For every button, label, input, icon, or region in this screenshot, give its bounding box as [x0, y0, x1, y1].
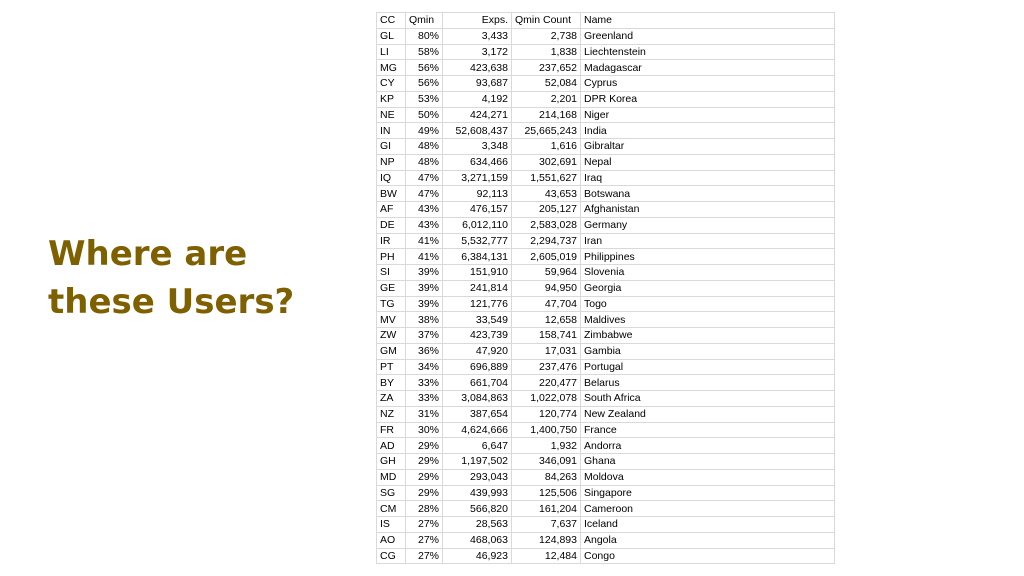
cell-name: Gambia — [581, 343, 835, 359]
table-row — [377, 170, 835, 186]
table-row — [377, 391, 835, 407]
cell-exps: 634,466 — [443, 154, 512, 170]
cell-cc: CG — [377, 548, 406, 564]
cell-qmin: 39% — [406, 280, 443, 296]
cell-qmin-count: 12,484 — [512, 548, 581, 564]
table-row — [377, 532, 835, 548]
cell-cc: IS — [377, 517, 406, 533]
cell-name: DPR Korea — [581, 91, 835, 107]
table-row — [377, 60, 835, 76]
cell-qmin: 36% — [406, 343, 443, 359]
cell-name: Cyprus — [581, 76, 835, 92]
cell-qmin-count: 2,583,028 — [512, 217, 581, 233]
cell-exps: 5,532,777 — [443, 233, 512, 249]
cell-qmin-count: 2,294,737 — [512, 233, 581, 249]
cell-name: Iran — [581, 233, 835, 249]
cell-qmin: 56% — [406, 76, 443, 92]
users-by-country-table — [376, 12, 835, 564]
cell-cc: MV — [377, 312, 406, 328]
cell-cc: LI — [377, 44, 406, 60]
cell-cc: FR — [377, 422, 406, 438]
cell-qmin-count: 1,022,078 — [512, 391, 581, 407]
cell-qmin-count: 52,084 — [512, 76, 581, 92]
cell-qmin-count: 302,691 — [512, 154, 581, 170]
cell-qmin-count: 237,476 — [512, 359, 581, 375]
cell-name: Nepal — [581, 154, 835, 170]
cell-qmin-count: 47,704 — [512, 296, 581, 312]
cell-qmin-count: 1,838 — [512, 44, 581, 60]
cell-exps: 439,993 — [443, 485, 512, 501]
cell-qmin-count: 59,964 — [512, 265, 581, 281]
table-row — [377, 280, 835, 296]
cell-cc: BW — [377, 186, 406, 202]
cell-qmin: 31% — [406, 406, 443, 422]
table-row — [377, 139, 835, 155]
cell-qmin-count: 43,653 — [512, 186, 581, 202]
cell-name: Belarus — [581, 375, 835, 391]
header-name: Name — [581, 13, 835, 29]
cell-cc: MG — [377, 60, 406, 76]
cell-name: Togo — [581, 296, 835, 312]
cell-cc: IQ — [377, 170, 406, 186]
cell-cc: PT — [377, 359, 406, 375]
table-row — [377, 249, 835, 265]
cell-name: Maldives — [581, 312, 835, 328]
header-qmin-count: Qmin Count — [512, 13, 581, 29]
cell-qmin-count: 1,551,627 — [512, 170, 581, 186]
table-row — [377, 123, 835, 139]
cell-exps: 3,348 — [443, 139, 512, 155]
cell-exps: 423,638 — [443, 60, 512, 76]
cell-cc: ZW — [377, 328, 406, 344]
cell-name: Moldova — [581, 469, 835, 485]
cell-qmin: 27% — [406, 548, 443, 564]
cell-name: Cameroon — [581, 501, 835, 517]
cell-qmin-count: 84,263 — [512, 469, 581, 485]
cell-qmin-count: 346,091 — [512, 454, 581, 470]
cell-name: Iceland — [581, 517, 835, 533]
cell-qmin-count: 158,741 — [512, 328, 581, 344]
cell-qmin: 38% — [406, 312, 443, 328]
cell-cc: MD — [377, 469, 406, 485]
cell-name: Germany — [581, 217, 835, 233]
cell-exps: 423,739 — [443, 328, 512, 344]
table-header-row — [377, 13, 835, 29]
cell-qmin-count: 161,204 — [512, 501, 581, 517]
cell-qmin-count: 1,400,750 — [512, 422, 581, 438]
cell-cc: TG — [377, 296, 406, 312]
cell-qmin: 43% — [406, 217, 443, 233]
cell-qmin: 33% — [406, 375, 443, 391]
cell-name: Liechtenstein — [581, 44, 835, 60]
table-row — [377, 485, 835, 501]
cell-cc: GE — [377, 280, 406, 296]
cell-name: Andorra — [581, 438, 835, 454]
cell-exps: 468,063 — [443, 532, 512, 548]
cell-qmin: 29% — [406, 485, 443, 501]
cell-qmin: 29% — [406, 438, 443, 454]
cell-cc: AD — [377, 438, 406, 454]
cell-qmin-count: 125,506 — [512, 485, 581, 501]
cell-qmin-count: 1,616 — [512, 139, 581, 155]
table-row — [377, 202, 835, 218]
cell-exps: 46,923 — [443, 548, 512, 564]
table-row — [377, 438, 835, 454]
table-row — [377, 107, 835, 123]
cell-name: Zimbabwe — [581, 328, 835, 344]
slide-title-line-1: Where are — [48, 234, 248, 274]
cell-qmin: 30% — [406, 422, 443, 438]
cell-qmin: 53% — [406, 91, 443, 107]
cell-exps: 6,012,110 — [443, 217, 512, 233]
cell-cc: SG — [377, 485, 406, 501]
table-row — [377, 186, 835, 202]
cell-exps: 3,433 — [443, 28, 512, 44]
cell-qmin: 27% — [406, 517, 443, 533]
table-row — [377, 44, 835, 60]
cell-exps: 661,704 — [443, 375, 512, 391]
cell-exps: 3,271,159 — [443, 170, 512, 186]
table-row — [377, 28, 835, 44]
cell-name: Iraq — [581, 170, 835, 186]
table-row — [377, 501, 835, 517]
cell-qmin: 34% — [406, 359, 443, 375]
cell-exps: 566,820 — [443, 501, 512, 517]
table-row — [377, 233, 835, 249]
header-qmin: Qmin — [406, 13, 443, 29]
cell-name: Greenland — [581, 28, 835, 44]
cell-qmin: 39% — [406, 296, 443, 312]
cell-qmin-count: 7,637 — [512, 517, 581, 533]
cell-exps: 3,084,863 — [443, 391, 512, 407]
cell-qmin: 41% — [406, 233, 443, 249]
slide-title — [48, 230, 348, 326]
cell-exps: 293,043 — [443, 469, 512, 485]
cell-name: Georgia — [581, 280, 835, 296]
cell-cc: BY — [377, 375, 406, 391]
cell-qmin: 29% — [406, 469, 443, 485]
cell-cc: KP — [377, 91, 406, 107]
cell-name: Afghanistan — [581, 202, 835, 218]
cell-exps: 121,776 — [443, 296, 512, 312]
cell-qmin-count: 1,932 — [512, 438, 581, 454]
cell-cc: CY — [377, 76, 406, 92]
table-row — [377, 406, 835, 422]
cell-qmin: 49% — [406, 123, 443, 139]
cell-name: New Zealand — [581, 406, 835, 422]
table-body — [377, 28, 835, 564]
cell-qmin-count: 12,658 — [512, 312, 581, 328]
cell-exps: 4,192 — [443, 91, 512, 107]
table-row — [377, 154, 835, 170]
table-row — [377, 548, 835, 564]
cell-qmin: 47% — [406, 186, 443, 202]
cell-cc: SI — [377, 265, 406, 281]
cell-cc: GM — [377, 343, 406, 359]
cell-qmin: 29% — [406, 454, 443, 470]
cell-cc: CM — [377, 501, 406, 517]
table-row — [377, 296, 835, 312]
cell-exps: 387,654 — [443, 406, 512, 422]
cell-cc: IR — [377, 233, 406, 249]
cell-exps: 241,814 — [443, 280, 512, 296]
table-row — [377, 454, 835, 470]
cell-exps: 47,920 — [443, 343, 512, 359]
cell-qmin: 28% — [406, 501, 443, 517]
cell-name: France — [581, 422, 835, 438]
cell-qmin-count: 237,652 — [512, 60, 581, 76]
table-row — [377, 343, 835, 359]
cell-exps: 28,563 — [443, 517, 512, 533]
cell-name: India — [581, 123, 835, 139]
cell-name: Gibraltar — [581, 139, 835, 155]
cell-cc: PH — [377, 249, 406, 265]
cell-qmin-count: 2,605,019 — [512, 249, 581, 265]
cell-exps: 151,910 — [443, 265, 512, 281]
cell-name: Botswana — [581, 186, 835, 202]
cell-qmin: 39% — [406, 265, 443, 281]
table-row — [377, 91, 835, 107]
table-row — [377, 76, 835, 92]
cell-exps: 424,271 — [443, 107, 512, 123]
table-row — [377, 359, 835, 375]
cell-exps: 6,384,131 — [443, 249, 512, 265]
cell-qmin-count: 17,031 — [512, 343, 581, 359]
cell-cc: NZ — [377, 406, 406, 422]
cell-cc: AF — [377, 202, 406, 218]
cell-cc: IN — [377, 123, 406, 139]
cell-qmin: 47% — [406, 170, 443, 186]
cell-exps: 476,157 — [443, 202, 512, 218]
cell-exps: 3,172 — [443, 44, 512, 60]
cell-name: Niger — [581, 107, 835, 123]
cell-qmin-count: 220,477 — [512, 375, 581, 391]
table-row — [377, 265, 835, 281]
cell-cc: GI — [377, 139, 406, 155]
table-row — [377, 422, 835, 438]
cell-qmin-count: 214,168 — [512, 107, 581, 123]
cell-cc: DE — [377, 217, 406, 233]
cell-qmin-count: 2,201 — [512, 91, 581, 107]
cell-qmin-count: 124,893 — [512, 532, 581, 548]
table-row — [377, 312, 835, 328]
header-cc: CC — [377, 13, 406, 29]
cell-exps: 4,624,666 — [443, 422, 512, 438]
slide-title-line-2: these Users? — [48, 282, 295, 322]
cell-cc: ZA — [377, 391, 406, 407]
cell-exps: 93,687 — [443, 76, 512, 92]
header-exps: Exps. — [443, 13, 512, 29]
cell-qmin-count: 25,665,243 — [512, 123, 581, 139]
cell-qmin-count: 94,950 — [512, 280, 581, 296]
cell-cc: NE — [377, 107, 406, 123]
cell-qmin: 41% — [406, 249, 443, 265]
cell-qmin-count: 2,738 — [512, 28, 581, 44]
cell-qmin: 80% — [406, 28, 443, 44]
cell-qmin: 56% — [406, 60, 443, 76]
cell-qmin: 37% — [406, 328, 443, 344]
cell-qmin: 48% — [406, 154, 443, 170]
cell-exps: 696,889 — [443, 359, 512, 375]
table-row — [377, 469, 835, 485]
cell-cc: GH — [377, 454, 406, 470]
cell-exps: 92,113 — [443, 186, 512, 202]
table-row — [377, 217, 835, 233]
cell-name: Congo — [581, 548, 835, 564]
cell-qmin: 48% — [406, 139, 443, 155]
table-row — [377, 375, 835, 391]
cell-name: Angola — [581, 532, 835, 548]
cell-exps: 33,549 — [443, 312, 512, 328]
cell-qmin: 58% — [406, 44, 443, 60]
cell-name: Slovenia — [581, 265, 835, 281]
cell-name: Philippines — [581, 249, 835, 265]
table-row — [377, 517, 835, 533]
cell-name: Singapore — [581, 485, 835, 501]
cell-cc: NP — [377, 154, 406, 170]
cell-qmin: 43% — [406, 202, 443, 218]
cell-qmin: 27% — [406, 532, 443, 548]
table-row — [377, 328, 835, 344]
cell-qmin: 33% — [406, 391, 443, 407]
cell-qmin: 50% — [406, 107, 443, 123]
cell-exps: 6,647 — [443, 438, 512, 454]
cell-cc: AO — [377, 532, 406, 548]
cell-exps: 1,197,502 — [443, 454, 512, 470]
cell-exps: 52,608,437 — [443, 123, 512, 139]
cell-name: Madagascar — [581, 60, 835, 76]
cell-name: South Africa — [581, 391, 835, 407]
cell-name: Portugal — [581, 359, 835, 375]
cell-qmin-count: 120,774 — [512, 406, 581, 422]
cell-name: Ghana — [581, 454, 835, 470]
cell-qmin-count: 205,127 — [512, 202, 581, 218]
cell-cc: GL — [377, 28, 406, 44]
